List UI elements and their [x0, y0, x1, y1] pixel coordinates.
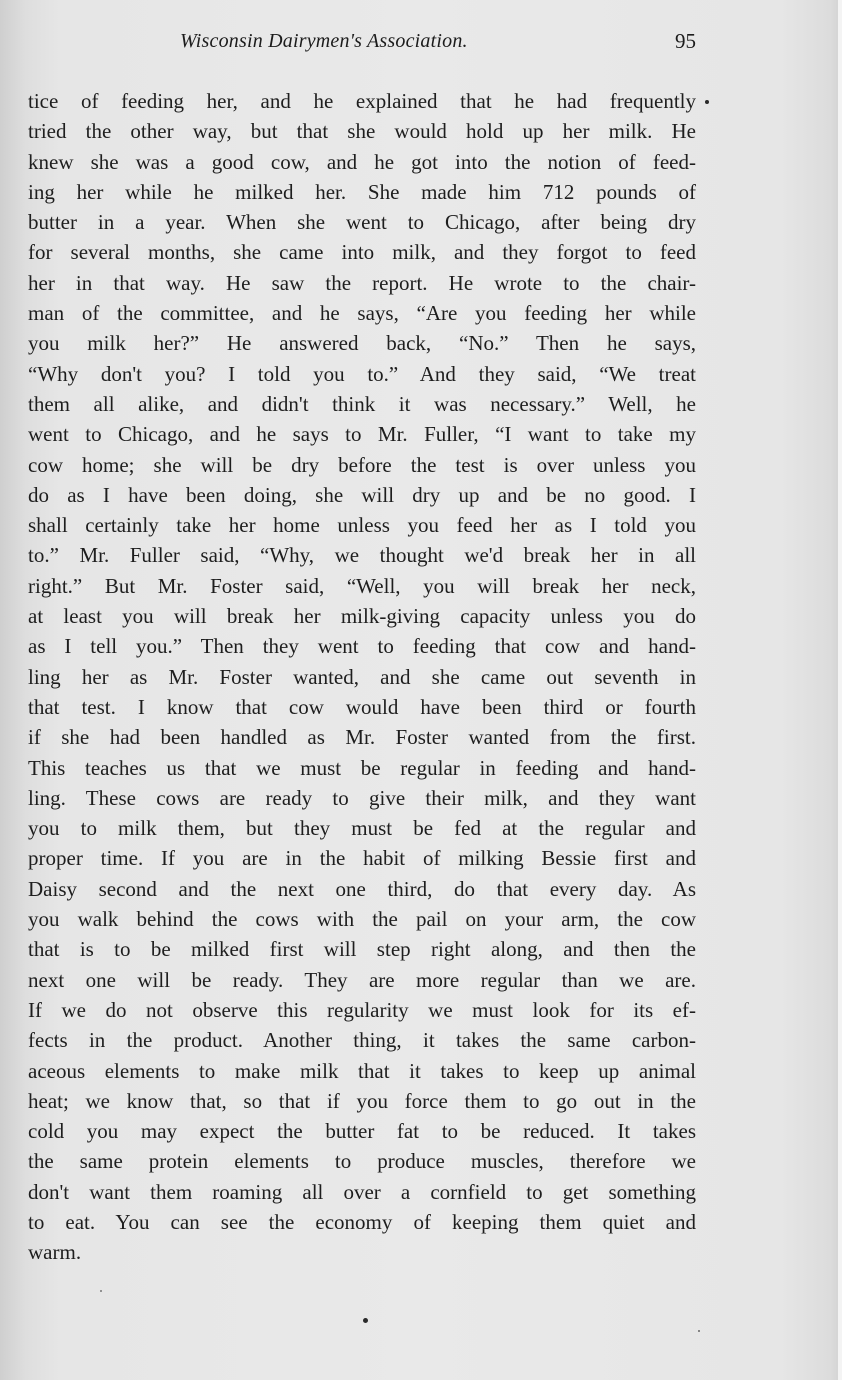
text-line: next one will be ready. They are more regular than we are. [28, 967, 696, 992]
text-line: cow home; she will be dry before the test is over unless you [28, 452, 696, 477]
text-line: man of the committee, and he says, “Are you feeding her while [28, 301, 696, 326]
page-number: 95 [675, 29, 696, 53]
text-line: ling. These cows are ready to give their milk, and they want [28, 785, 696, 810]
text-line: tice of feeding her, and he explained that he had frequently [28, 89, 696, 113]
text-line: aceous elements to make milk that it takes to keep up animal [28, 1058, 696, 1083]
text-line-last: warm. [28, 1240, 82, 1265]
text-line: to.” Mr. Fuller said, “Why, we thought we'd break her in all [28, 543, 696, 568]
text-line: don't want them roaming all over a cornfield to get something [28, 1179, 696, 1204]
text-line: them all alike, and didn't think it was necessary.” Well, he [28, 391, 696, 416]
text-line: went to Chicago, and he says to Mr. Fuller, “I want to take my [28, 422, 696, 447]
text-line: you milk her?” He answered back, “No.” Then he says, [28, 331, 696, 356]
scan-speck [698, 1330, 700, 1332]
running-title: Wisconsin Dairymen's Association. [180, 30, 468, 52]
text-line: heat; we know that, so that if you force them to go out in the [28, 1088, 696, 1113]
text-line: tried the other way, but that she would hold up her milk. He [28, 119, 696, 144]
text-line: “Why don't you? I told you to.” And they said, “We treat [28, 361, 696, 386]
text-line: If we do not observe this regularity we must look for its ef- [28, 997, 696, 1022]
text-line: right.” But Mr. Foster said, “Well, you will break her neck, [28, 573, 696, 598]
scan-speck [363, 1318, 368, 1323]
text-line: her in that way. He saw the report. He wrote to the chair- [28, 270, 696, 295]
text-line: you to milk them, but they must be fed at the regular and [28, 816, 696, 841]
text-line: do as I have been doing, she will dry up and be no good. I [28, 482, 696, 507]
text-line: to eat. You can see the economy of keeping them quiet and [28, 1209, 696, 1234]
text-line: cold you may expect the butter fat to be reduced. It takes [28, 1119, 696, 1144]
scan-speck [100, 1290, 102, 1292]
text-line: knew she was a good cow, and he got into the notion of feed- [28, 149, 696, 174]
text-line: Daisy second and the next one third, do that every day. As [28, 876, 696, 901]
text-line: butter in a year. When she went to Chicago, after being dry [28, 210, 696, 235]
text-line: proper time. If you are in the habit of milking Bessie first and [28, 846, 696, 871]
text-line: shall certainly take her home unless you feed her as I told you [28, 513, 696, 538]
text-line: at least you will break her milk-giving capacity unless you do [28, 604, 696, 629]
scan-speck [705, 100, 709, 104]
text-line: the same protein elements to produce muscles, therefore we [28, 1149, 696, 1174]
text-line: you walk behind the cows with the pail on your arm, the cow [28, 907, 696, 932]
text-line: fects in the product. Another thing, it takes the same carbon- [28, 1028, 696, 1053]
text-line: This teaches us that we must be regular in feeding and hand- [28, 755, 696, 780]
text-line: that test. I know that cow would have been third or fourth [28, 694, 696, 719]
text-line: if she had been handled as Mr. Foster wanted from the first. [28, 725, 696, 750]
text-line: as I tell you.” Then they went to feeding that cow and hand- [28, 634, 696, 659]
body-text [28, 86, 696, 1268]
text-line: ing her while he milked her. She made him 712 pounds of [28, 179, 696, 204]
text-line: for several months, she came into milk, and they forgot to feed [28, 240, 696, 265]
text-line: that is to be milked first will step right along, and then the [28, 937, 696, 962]
running-head [28, 30, 700, 60]
text-line: ling her as Mr. Foster wanted, and she came out seventh in [28, 664, 696, 689]
